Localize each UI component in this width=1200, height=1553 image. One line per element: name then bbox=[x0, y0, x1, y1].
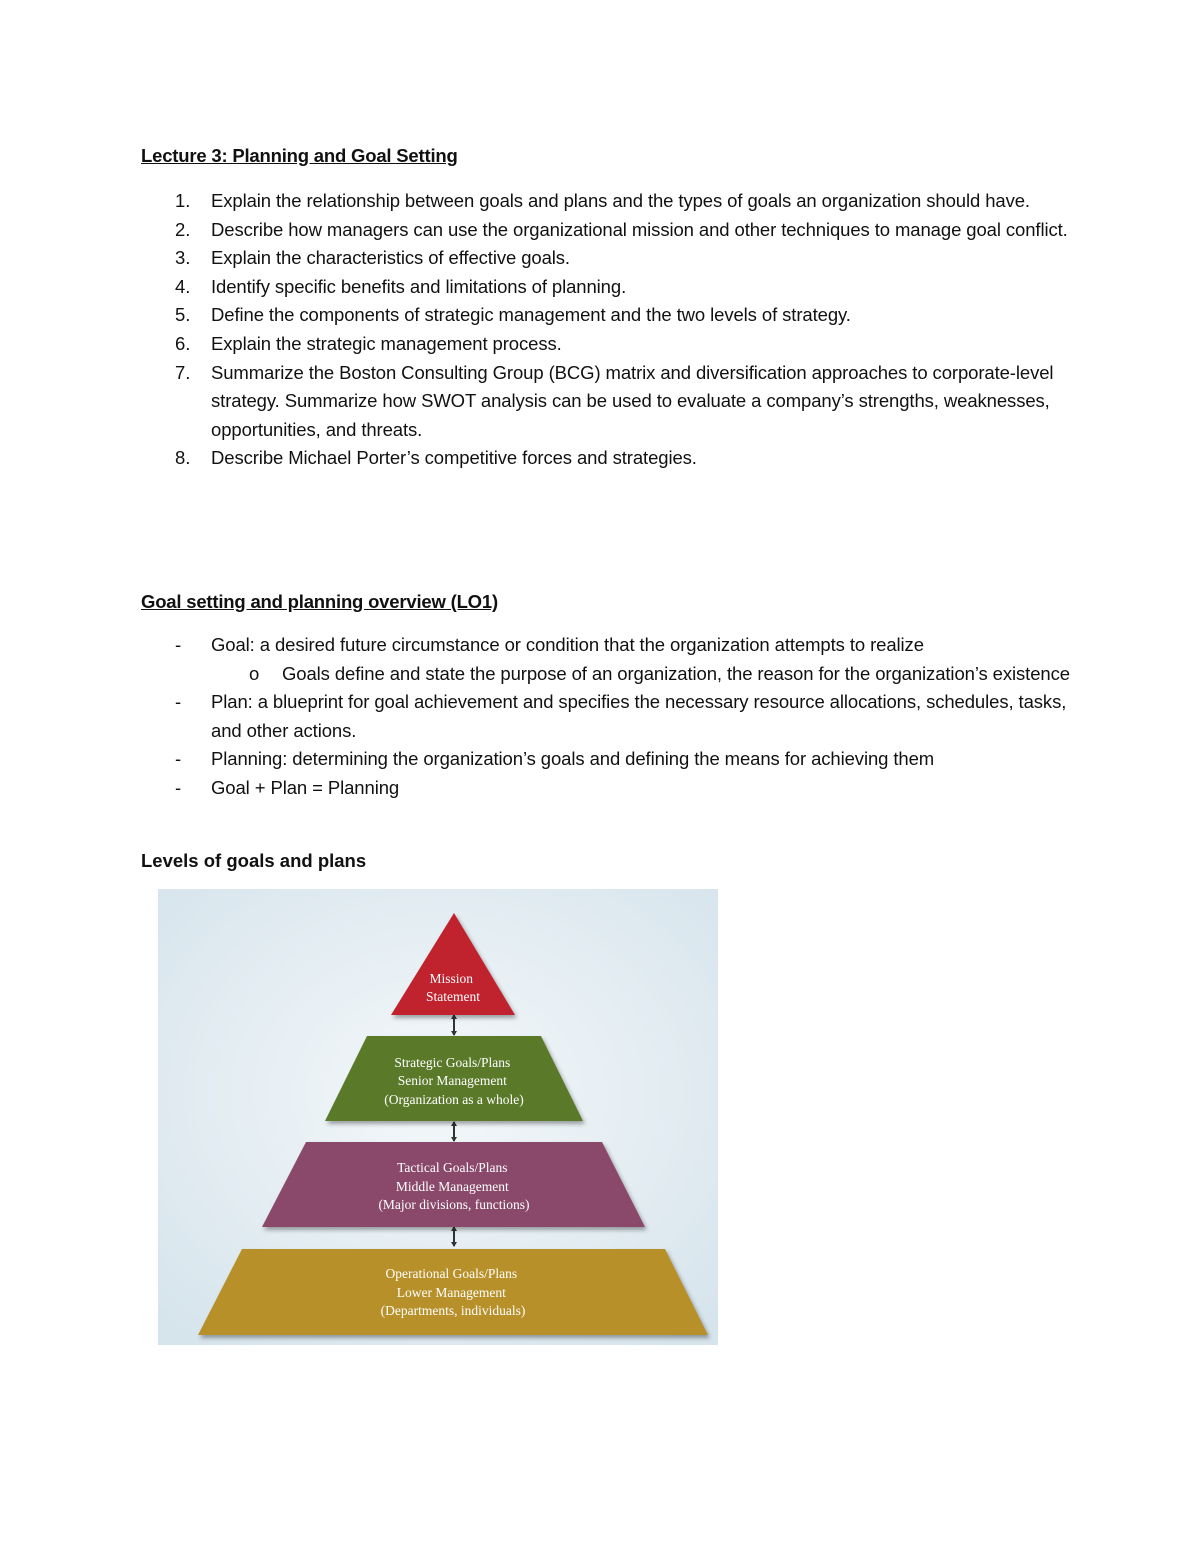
item-text: Goal: a desired future circumstance or condition that the organization attempts to realize bbox=[211, 634, 924, 655]
item-number: 6. bbox=[175, 332, 191, 354]
objectives-list bbox=[141, 187, 1081, 473]
dash-bullet: - bbox=[175, 634, 182, 655]
overview-list bbox=[141, 631, 1081, 803]
item-text: Summarize the Boston Consulting Group (BCG) matrix and diversification approaches to corporate-level strategy. Summarize how SWOT analysis can be used to evaluate a company’s strengths, weaknesses, opportunities, and threats. bbox=[211, 361, 1054, 440]
section-heading-levels: Levels of goals and plans bbox=[141, 850, 367, 871]
item-text: Describe Michael Porter’s competitive forces and strategies. bbox=[211, 447, 697, 469]
list-item bbox=[141, 273, 1081, 302]
item-text: Plan: a blueprint for goal achievement and specifies the necessary resource allocations, schedules, tasks, and other actions. bbox=[211, 691, 1067, 741]
item-text: Explain the relationship between goals and plans and the types of goals an organization should have. bbox=[211, 190, 1030, 211]
lecture-title: Lecture 3: Planning and Goal Setting bbox=[141, 145, 458, 166]
list-item bbox=[141, 330, 1081, 359]
list-item bbox=[141, 774, 1081, 803]
dash-bullet: - bbox=[175, 748, 182, 770]
list-item bbox=[141, 244, 1081, 273]
list-item bbox=[141, 359, 1081, 445]
item-number: 3. bbox=[175, 247, 191, 269]
list-item bbox=[141, 688, 1081, 745]
item-number: 7. bbox=[175, 361, 191, 383]
list-item bbox=[141, 745, 1081, 774]
item-number: 5. bbox=[175, 304, 191, 326]
list-item bbox=[141, 216, 1081, 245]
tier-label-operational: Operational Goals/Plans Lower Management (Departments, individuals) bbox=[380, 1266, 526, 1318]
item-text: Planning: determining the organization’s goals and defining the means for achieving them bbox=[211, 748, 935, 770]
circle-bullet: o bbox=[249, 662, 260, 684]
list-item bbox=[141, 631, 1081, 688]
item-number: 4. bbox=[175, 275, 191, 297]
tier-label-mission: Mission Statement bbox=[426, 971, 480, 1004]
item-text: Define the components of strategic management and the two levels of strategy. bbox=[211, 304, 851, 326]
section-heading-overview: Goal setting and planning overview (LO1) bbox=[141, 591, 498, 612]
tier-label-strategic: Strategic Goals/Plans Senior Management (Organization as a whole) bbox=[384, 1055, 524, 1107]
item-number: 1. bbox=[175, 190, 191, 211]
list-item bbox=[141, 187, 1081, 216]
list-item bbox=[141, 444, 1081, 473]
sub-item-text: Goals define and state the purpose of an organization, the reason for the organization’s existence bbox=[282, 662, 1070, 684]
dash-bullet: - bbox=[175, 776, 182, 798]
item-text: Describe how managers can use the organizational mission and other techniques to manage goal conflict. bbox=[211, 218, 1068, 240]
sub-list-item bbox=[211, 660, 1081, 689]
item-text: Identify specific benefits and limitations of planning. bbox=[211, 275, 627, 297]
dash-bullet: - bbox=[175, 691, 182, 713]
item-text: Explain the characteristics of effective goals. bbox=[211, 247, 570, 269]
goal-levels-pyramid bbox=[158, 889, 718, 1345]
item-number: 8. bbox=[175, 447, 191, 469]
item-text: Goal + Plan = Planning bbox=[211, 776, 400, 798]
item-text: Explain the strategic management process. bbox=[211, 332, 562, 354]
item-number: 2. bbox=[175, 218, 191, 240]
tier-label-tactical: Tactical Goals/Plans Middle Management (Major divisions, functions) bbox=[378, 1160, 530, 1212]
list-item bbox=[141, 301, 1081, 330]
